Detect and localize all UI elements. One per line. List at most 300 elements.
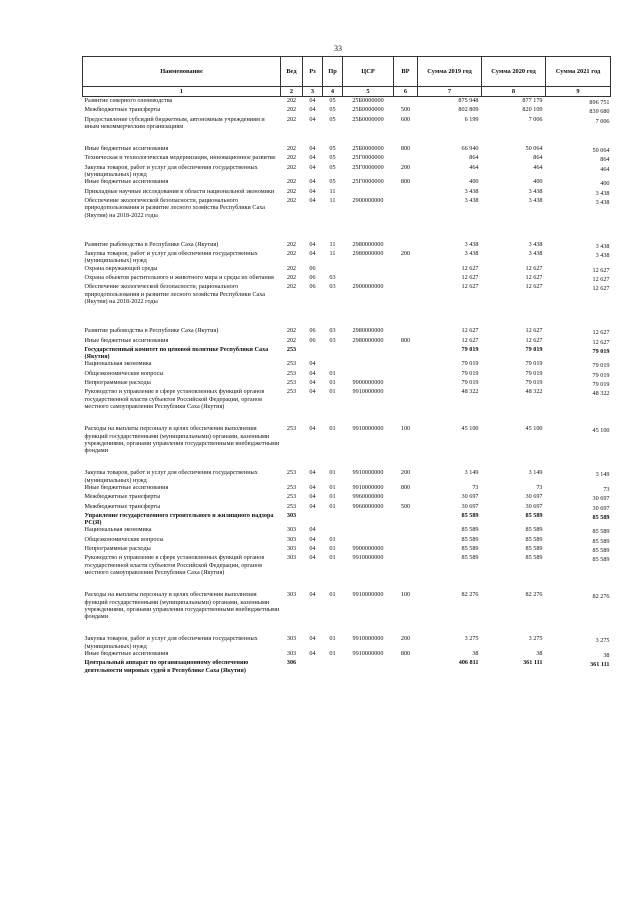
row-sum-2021: 400 [600,180,610,188]
row-ved: 253 [286,388,297,396]
row-rz: 04 [309,240,316,248]
row-rz: 04 [309,650,316,658]
row-sum-2020: 12 627 [525,274,543,282]
row-name: Охрана окружающей среды [84,264,158,272]
row-sum-2019: 12 627 [461,327,479,335]
table-row [83,650,611,659]
row-csr [343,346,394,361]
row-name: Общеэкономические вопросы [84,535,164,543]
row-ved: 202 [286,154,297,162]
table-row [83,554,611,576]
row-ved: 202 [286,178,297,186]
row-ved: 253 [286,425,297,433]
row-rz [303,512,323,527]
row-sum-2021: 839 680 [589,108,610,116]
row-sum-2020: 73 [536,483,543,491]
row-vr: 800 [400,483,411,491]
table-row [83,154,611,163]
row-rz: 04 [309,554,316,562]
row-csr: 25Г0000000 [352,154,384,162]
row-sum-2020: 79 019 [525,345,543,353]
row-sum-2019: 45 100 [461,425,479,433]
table-body [83,97,611,674]
row-name: Непрограммные расходы [84,379,151,387]
row-ved: 253 [286,360,297,368]
row-sum-2021: 85 589 [592,556,610,564]
row-pr: 01 [329,650,336,658]
row-sum-2021: 85 589 [592,513,610,521]
row-sum-2019: 3 438 [464,240,479,248]
row-name: Обеспечение экологической безопасности, рационального природопользования и развитие лесного хозяйства Республики Саха (Якутия) на 2018-2022 годы [84,283,266,305]
row-rz: 06 [309,274,316,282]
row-name: Обеспечение экологической безопасности, рационального природопользования и развитие лесного хозяйства Республики Саха (Якутия) на 2018-2022 годы [84,196,266,219]
row-sum-2020: 7 006 [528,115,543,123]
row-sum-2019: 6 199 [464,115,479,123]
row-pr: 11 [329,187,336,195]
row-sum-2020: 48 322 [525,388,543,396]
row-rz: 06 [309,283,316,291]
row-rz: 04 [309,106,316,114]
row-rz: 04 [309,493,316,501]
spacer-row [83,576,611,591]
spacer-row [83,454,611,469]
row-sum-2021: 45 100 [592,427,610,435]
row-pr [323,526,343,535]
row-rz: 04 [309,469,316,477]
row-vr: 800 [400,650,411,658]
row-sum-2019: 85 589 [461,545,479,553]
header-number-row [83,87,611,97]
table-row [83,425,611,454]
row-sum-2019: 3 438 [464,250,479,258]
row-ved: 253 [286,493,297,501]
row-rz [303,346,323,361]
spacer-cell [83,454,611,469]
header-name: Наименование [83,57,281,87]
row-sum-2021: 30 697 [592,504,610,512]
row-sum-2019: 12 627 [461,283,479,291]
row-sum-2021: 12 627 [592,285,610,293]
row-name: Государственный комитет по ценовой политике Республики Саха (Якутия) [84,345,269,361]
row-ved: 303 [286,511,297,519]
row-pr: 03 [329,283,336,291]
row-rz: 04 [309,526,316,534]
row-vr: 200 [400,635,411,643]
row-sum-2019: 85 589 [461,526,479,534]
row-pr: 01 [329,591,336,599]
table-row [83,503,611,512]
row-ved: 202 [286,327,297,335]
table-row [83,164,611,179]
row-name: Расходы на выплаты персоналу в целях обеспечения выполнения функций государственными (муниципальными) органами, казенными учреждениями, органами управления государственными внебюджетными фондами [84,591,280,621]
row-vr [394,265,418,274]
row-name: Иные бюджетные ассигнования [84,483,169,491]
row-sum-2019: 802 809 [458,106,479,114]
row-pr: 05 [329,163,336,171]
row-sum-2020: 30 697 [525,493,543,501]
row-vr: 200 [400,250,411,258]
row-vr [394,536,418,545]
row-pr [323,659,343,674]
table-row [83,178,611,187]
row-vr: 800 [400,145,411,153]
row-ved: 303 [286,526,297,534]
row-vr [394,197,418,219]
table-row [83,145,611,154]
header-number: 1 [83,87,281,97]
header-sum-2020: Сумма 2020 год [482,57,546,87]
header-sum-2019: Сумма 2019 год [418,57,482,87]
header-number: 5 [343,87,394,97]
row-csr: 25Б0000000 [352,145,384,153]
header-sum-2021: Сумма 2021 год [546,57,611,87]
row-sum-2021: 864 [600,156,610,164]
row-sum-2021: 79 019 [592,347,610,355]
row-sum-2021: 7 006 [595,117,610,125]
spacer-row [83,130,611,145]
row-csr: 2980000000 [352,336,384,344]
row-pr: 03 [329,327,336,335]
row-pr: 05 [329,106,336,114]
row-sum-2020: 3 438 [528,240,543,248]
header-number: 3 [303,87,323,97]
table-row [83,337,611,346]
row-csr: 2980000000 [352,250,384,258]
row-vr [394,188,418,197]
row-csr: 9960000000 [352,502,384,510]
table-row [83,526,611,535]
row-vr [394,512,418,527]
row-sum-2019: 406 811 [458,659,479,667]
row-vr [394,154,418,163]
row-sum-2021: 85 589 [592,537,610,545]
row-csr: 2980000000 [352,240,384,248]
row-sum-2020: 12 627 [525,264,543,272]
table-row [83,484,611,493]
row-ved: 202 [286,283,297,291]
row-sum-2021: 48 322 [592,390,610,398]
row-sum-2019: 73 [472,483,479,491]
row-ved: 202 [286,264,297,272]
row-name: Закупка товаров, работ и услуг для обеспечения государственных (муниципальных) нужд [84,163,258,179]
row-ved: 253 [286,502,297,510]
row-ved: 202 [286,97,297,104]
table-row [83,659,611,674]
row-rz: 04 [309,115,316,123]
row-ved: 303 [286,650,297,658]
row-name: Расходы на выплаты персоналу в целях обеспечения выполнения функций государственными (муниципальными) органами, казенными учреждениями, органами управления государственными внебюджетными фондами [84,425,280,455]
header-number: 9 [546,87,611,97]
row-csr [343,526,394,535]
row-csr: 25Г0000000 [352,178,384,186]
spacer-cell [83,410,611,425]
row-name: Межбюджетные трансферты [84,106,161,114]
row-csr: 2900000000 [352,283,384,291]
row-vr [394,346,418,361]
row-sum-2020: 82 276 [525,591,543,599]
row-csr: 9910000000 [352,388,384,396]
row-sum-2019: 66 940 [461,145,479,153]
row-csr [343,265,394,274]
row-name: Иные бюджетные ассигнования [84,145,169,153]
row-sum-2021: 12 627 [592,338,610,346]
row-rz: 06 [309,264,316,272]
row-sum-2021: 896 751 [589,99,610,106]
row-sum-2019: 79 019 [461,379,479,387]
header-number: 7 [418,87,482,97]
row-sum-2019: 30 697 [461,502,479,510]
row-rz: 04 [309,483,316,491]
row-sum-2019: 48 322 [461,388,479,396]
row-sum-2019: 30 697 [461,493,479,501]
row-sum-2019: 3 275 [464,635,479,643]
budget-table [82,56,611,674]
row-rz: 04 [309,591,316,599]
row-ved: 303 [286,554,297,562]
row-vr [394,388,418,410]
row-pr: 05 [329,97,336,104]
table-row [83,250,611,265]
table-row [83,283,611,305]
row-pr: 01 [329,554,336,562]
row-sum-2021: 50 064 [592,147,610,155]
row-pr: 05 [329,115,336,123]
row-rz: 04 [309,635,316,643]
row-pr: 01 [329,535,336,543]
row-name: Национальная экономика [84,526,152,534]
row-vr: 500 [400,106,411,114]
header-row [83,57,611,87]
row-sum-2020: 12 627 [525,327,543,335]
row-name: Центральный аппарат по организационному обеспечению деятельности мировых судей в Республике Саха (Якутия) [84,659,249,674]
row-rz: 04 [309,178,316,186]
row-sum-2021: 464 [600,165,610,173]
spacer-row [83,410,611,425]
row-name: Закупка товаров, работ и услуг для обеспечения государственных (муниципальных) нужд [84,635,258,650]
row-ved: 303 [286,535,297,543]
row-vr [394,493,418,502]
row-sum-2019: 12 627 [461,274,479,282]
row-rz: 06 [309,336,316,344]
row-name: Общеэкономические вопросы [84,369,164,377]
row-sum-2021: 85 589 [592,528,610,536]
row-rz: 04 [309,187,316,195]
table-row [83,116,611,131]
row-name: Закупка товаров, работ и услуг для обеспечения государственных (муниципальных) нужд [84,469,258,484]
header-number: 6 [394,87,418,97]
row-rz: 04 [309,360,316,368]
row-rz: 04 [309,388,316,396]
table-row [83,327,611,336]
row-name: Межбюджетные трансферты [84,502,161,510]
table-row [83,241,611,250]
row-ved: 306 [286,659,297,667]
row-sum-2020: 85 589 [525,545,543,553]
row-rz: 04 [309,369,316,377]
row-sum-2020: 12 627 [525,336,543,344]
row-rz: 04 [309,154,316,162]
table-row [83,97,611,107]
row-sum-2020: 877 179 [522,97,543,104]
row-sum-2020: 79 019 [525,379,543,387]
row-pr [323,360,343,369]
row-csr: 9910000000 [352,469,384,477]
row-vr [394,360,418,369]
row-name: Прикладные научные исследования в области национальной экономики [84,187,275,195]
spacer-cell [83,219,611,241]
row-sum-2020: 3 438 [528,250,543,258]
table-row [83,536,611,545]
row-vr: 800 [400,336,411,344]
row-rz: 04 [309,545,316,553]
table-row [83,274,611,283]
row-sum-2020: 79 019 [525,360,543,368]
row-name: Развитие северного оленеводства [84,97,173,104]
page-number: 33 [334,44,342,53]
row-name: Непрограммные расходы [84,545,151,553]
row-pr: 01 [329,635,336,643]
row-sum-2020: 85 589 [525,535,543,543]
row-csr: 25Б0000000 [352,106,384,114]
row-pr: 01 [329,502,336,510]
header-number: 2 [281,87,303,97]
row-vr [394,659,418,674]
row-pr: 11 [329,250,336,258]
row-sum-2019: 85 589 [461,554,479,562]
row-csr [343,536,394,545]
spacer-cell [83,576,611,591]
row-csr: 25Б0000000 [352,97,384,104]
row-csr [343,370,394,379]
row-sum-2019: 464 [469,163,479,171]
row-ved: 303 [286,635,297,643]
row-vr: 200 [400,163,411,171]
row-csr [343,512,394,527]
row-vr [394,370,418,379]
header-number: 8 [482,87,546,97]
row-sum-2020: 79 019 [525,369,543,377]
header-csr: ЦСР [343,57,394,87]
row-pr: 01 [329,469,336,477]
row-vr: 800 [400,178,411,186]
row-sum-2019: 3 149 [464,469,479,477]
table-row [83,388,611,410]
table-row [83,346,611,361]
row-name: Иные бюджетные ассигнования [84,178,169,186]
row-sum-2021: 79 019 [592,371,610,379]
row-sum-2020: 85 589 [525,526,543,534]
row-sum-2019: 79 019 [461,345,479,353]
row-ved: 202 [286,145,297,153]
row-vr [394,327,418,336]
row-ved: 202 [286,187,297,195]
row-vr [394,283,418,305]
table-row [83,545,611,554]
row-ved: 202 [286,274,297,282]
row-csr: 2900000000 [352,196,384,204]
row-pr: 05 [329,178,336,186]
row-csr [343,659,394,674]
row-vr: 600 [400,115,411,123]
row-sum-2021: 12 627 [592,329,610,337]
table-row [83,265,611,274]
header-vr: ВР [394,57,418,87]
table-row [83,188,611,197]
row-ved: 253 [286,345,297,353]
table-row [83,635,611,650]
row-sum-2021: 3 275 [595,637,610,645]
table-row [83,360,611,369]
row-sum-2021: 30 697 [592,495,610,503]
row-sum-2019: 12 627 [461,336,479,344]
row-sum-2020: 400 [533,178,543,186]
row-sum-2020: 361 111 [523,659,543,667]
table-row [83,379,611,388]
row-name: Предоставление субсидий бюджетным, автономным учреждениям и иным некоммерческим организациям [84,115,265,130]
spacer-row [83,305,611,327]
row-ved: 202 [286,196,297,204]
header-number: 4 [323,87,343,97]
row-name: Национальная экономика [84,360,152,368]
row-vr [394,241,418,250]
row-vr: 500 [400,502,411,510]
row-ved: 253 [286,369,297,377]
row-name: Управление государственного строительного и жилищного надзора РС(Я) [84,511,274,527]
row-sum-2019: 3 438 [464,187,479,195]
row-csr: 9910000000 [352,635,384,643]
spacer-cell [83,305,611,327]
row-ved: 202 [286,163,297,171]
row-ved: 202 [286,250,297,258]
row-sum-2021: 3 149 [595,471,610,479]
row-vr [394,97,418,107]
row-pr [323,265,343,274]
row-csr: 9910000000 [352,425,384,433]
row-csr: 25Г0000000 [352,163,384,171]
row-vr [394,379,418,388]
row-vr: 100 [400,591,411,599]
row-sum-2019: 864 [469,154,479,162]
row-name: Иные бюджетные ассигнования [84,650,169,658]
row-rz [303,659,323,674]
row-sum-2020: 3 149 [528,469,543,477]
row-sum-2020: 85 589 [525,554,543,562]
row-csr: 2980000000 [352,327,384,335]
row-name: Техническая и технологическая модернизация, инновационное развитие [84,154,276,162]
row-sum-2021: 82 276 [592,593,610,601]
row-sum-2019: 12 627 [461,264,479,272]
header-ved: Вед [281,57,303,87]
row-csr: 9910000000 [352,591,384,599]
header-rz: Рз [303,57,323,87]
spacer-row [83,620,611,635]
row-ved: 253 [286,469,297,477]
row-ved: 202 [286,115,297,123]
row-sum-2020: 85 589 [525,511,543,519]
row-rz: 04 [309,379,316,387]
row-sum-2021: 361 111 [590,661,610,669]
row-pr: 11 [329,196,336,204]
row-sum-2020: 12 627 [525,283,543,291]
spacer-row [83,219,611,241]
row-sum-2021: 3 438 [595,198,610,206]
row-sum-2021: 12 627 [592,276,610,284]
row-sum-2019: 875 948 [458,97,479,104]
row-sum-2021: 79 019 [592,362,610,370]
spacer-cell [83,620,611,635]
row-pr: 01 [329,493,336,501]
row-pr: 01 [329,545,336,553]
